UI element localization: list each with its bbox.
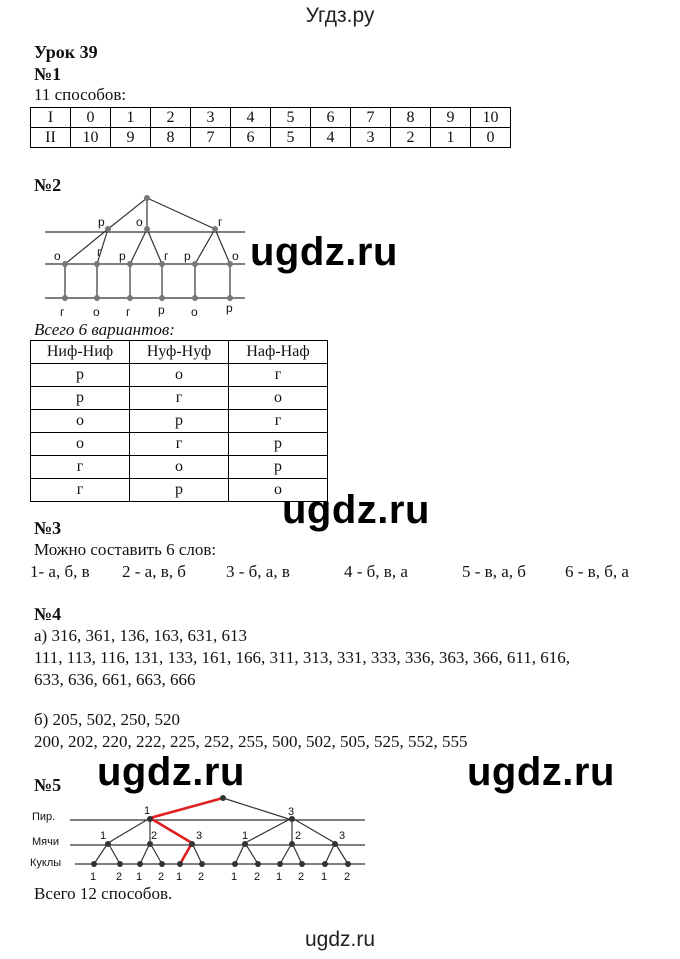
task2-table — [30, 340, 328, 502]
table-cell: 10 — [471, 108, 511, 128]
tree-label: г — [60, 305, 65, 319]
ball-label: 3 — [339, 830, 346, 842]
tree-label: г — [97, 245, 102, 259]
table-cell: 4 — [311, 128, 351, 148]
table-cell: р — [130, 479, 229, 502]
task3-word: 5 - в, а, б — [462, 562, 526, 581]
table-row — [31, 410, 328, 433]
table-cell: 8 — [391, 108, 431, 128]
highlight-path — [150, 798, 223, 864]
table-cell: 4 — [231, 108, 271, 128]
tree-label: р — [98, 215, 105, 229]
doll-label: 1 — [231, 871, 238, 883]
watermark: ugdz.ru — [250, 230, 398, 274]
task4-a-line1: а) 316, 361, 136, 163, 631, 613 — [34, 626, 247, 645]
table-cell: 0 — [471, 128, 511, 148]
watermark: ugdz.ru — [282, 488, 430, 532]
pir-label: 1 — [144, 805, 151, 817]
task4-label: №4 — [34, 604, 62, 624]
table-row — [31, 128, 511, 148]
tree-label: о — [93, 305, 100, 319]
task2-total: Всего 6 вариантов: — [34, 320, 175, 339]
table-cell: г — [31, 456, 130, 479]
ball-label: 3 — [196, 830, 203, 842]
task5-total: Всего 12 способов. — [34, 884, 173, 903]
tree-label: р — [184, 249, 191, 263]
row-label: Куклы — [30, 857, 62, 869]
task4-a-line3: 633, 636, 661, 663, 666 — [34, 670, 196, 689]
task3-word: 2 - а, в, б — [122, 562, 186, 581]
tree-label: р — [226, 301, 233, 315]
table-row — [31, 108, 511, 128]
task5-tree-diagram — [30, 792, 370, 884]
tree-label: г — [164, 249, 169, 263]
table-cell: р — [31, 387, 130, 410]
column-header: Нуф-Нуф — [130, 341, 229, 364]
table-cell: г — [130, 387, 229, 410]
task3-word: 3 - б, а, в — [226, 562, 290, 581]
table-cell: р — [229, 433, 328, 456]
pir-label: 3 — [288, 806, 295, 818]
table-cell: о — [31, 410, 130, 433]
table-cell: р — [229, 456, 328, 479]
table-cell: г — [31, 479, 130, 502]
watermark: ugdz.ru — [467, 750, 615, 794]
column-header: Ниф-Ниф — [31, 341, 130, 364]
task3-intro: Можно составить 6 слов: — [34, 540, 217, 559]
table-cell: 8 — [151, 128, 191, 148]
ball-label: 2 — [295, 830, 302, 842]
table-cell: г — [229, 410, 328, 433]
table-cell: 7 — [351, 108, 391, 128]
table-cell: 5 — [271, 108, 311, 128]
lesson-title: Урок 39 — [34, 42, 98, 62]
table-cell: 1 — [111, 108, 151, 128]
doll-label: 2 — [116, 871, 123, 883]
task2-tree-diagram — [40, 192, 255, 320]
watermark: ugdz.ru — [97, 750, 245, 794]
doll-label: 1 — [176, 871, 183, 883]
tree-label: о — [191, 305, 198, 319]
task1-table — [30, 107, 511, 148]
footer-site-name: ugdz.ru — [304, 928, 376, 951]
table-cell: о — [31, 433, 130, 456]
tree-label: о — [232, 249, 239, 263]
task3-label: №3 — [34, 518, 62, 538]
task1-label: №1 — [34, 64, 62, 84]
ball-label: 1 — [242, 830, 249, 842]
tree-label: о — [54, 249, 61, 263]
tree-label: р — [119, 249, 126, 263]
task3-word: 4 - б, в, а — [344, 562, 408, 581]
table-cell: 6 — [311, 108, 351, 128]
task3-word: 1- а, б, в — [30, 562, 90, 581]
row-label: Пир. — [32, 811, 56, 823]
table-row — [31, 364, 328, 387]
doll-label: 2 — [198, 871, 205, 883]
table-cell: II — [31, 128, 71, 148]
table-cell: о — [229, 387, 328, 410]
table-cell: о — [130, 364, 229, 387]
table-cell: г — [130, 433, 229, 456]
table-cell: р — [130, 410, 229, 433]
table-row — [31, 456, 328, 479]
doll-label: 2 — [344, 871, 351, 883]
tree-label: г — [218, 215, 223, 229]
task4-a-line2: 111, 113, 116, 131, 133, 161, 166, 311, 313, 331, 333, 336, 363, 366, 611, 616, — [34, 648, 570, 667]
tree-label: о — [136, 215, 143, 229]
doll-label: 2 — [254, 871, 261, 883]
table-cell: о — [229, 479, 328, 502]
tree-label: р — [158, 303, 165, 317]
ball-label: 2 — [151, 830, 158, 842]
doll-label: 1 — [90, 871, 97, 883]
table-cell: I — [31, 108, 71, 128]
doll-label: 2 — [298, 871, 305, 883]
ball-label: 1 — [100, 830, 107, 842]
table-cell: 9 — [431, 108, 471, 128]
column-header: Наф-Наф — [229, 341, 328, 364]
table-header-row — [31, 341, 328, 364]
table-cell: 2 — [391, 128, 431, 148]
task5-label: №5 — [34, 775, 62, 795]
table-cell: р — [31, 364, 130, 387]
task4-b-line2: 200, 202, 220, 222, 225, 252, 255, 500, 502, 505, 525, 552, 555 — [34, 732, 468, 751]
doll-label: 1 — [136, 871, 143, 883]
table-cell: о — [130, 456, 229, 479]
row-label: Мячи — [32, 836, 59, 848]
task2-label: №2 — [34, 175, 62, 195]
site-title: Угдз.ру — [305, 4, 375, 27]
task1-intro: 11 способов: — [34, 85, 127, 104]
table-cell: 9 — [111, 128, 151, 148]
table-row — [31, 433, 328, 456]
tree-label: г — [126, 305, 131, 319]
doll-label: 1 — [321, 871, 328, 883]
table-cell: 2 — [151, 108, 191, 128]
doll-label: 1 — [276, 871, 283, 883]
table-cell: 3 — [351, 128, 391, 148]
task4-b-line1: б) 205, 502, 250, 520 — [34, 710, 181, 729]
table-cell: 7 — [191, 128, 231, 148]
table-cell: г — [229, 364, 328, 387]
table-cell: 3 — [191, 108, 231, 128]
table-cell: 10 — [71, 128, 111, 148]
table-row — [31, 387, 328, 410]
table-cell: 6 — [231, 128, 271, 148]
task3-word: 6 - в, б, а — [565, 562, 629, 581]
doll-label: 2 — [158, 871, 165, 883]
table-cell: 5 — [271, 128, 311, 148]
table-cell: 1 — [431, 128, 471, 148]
table-cell: 0 — [71, 108, 111, 128]
